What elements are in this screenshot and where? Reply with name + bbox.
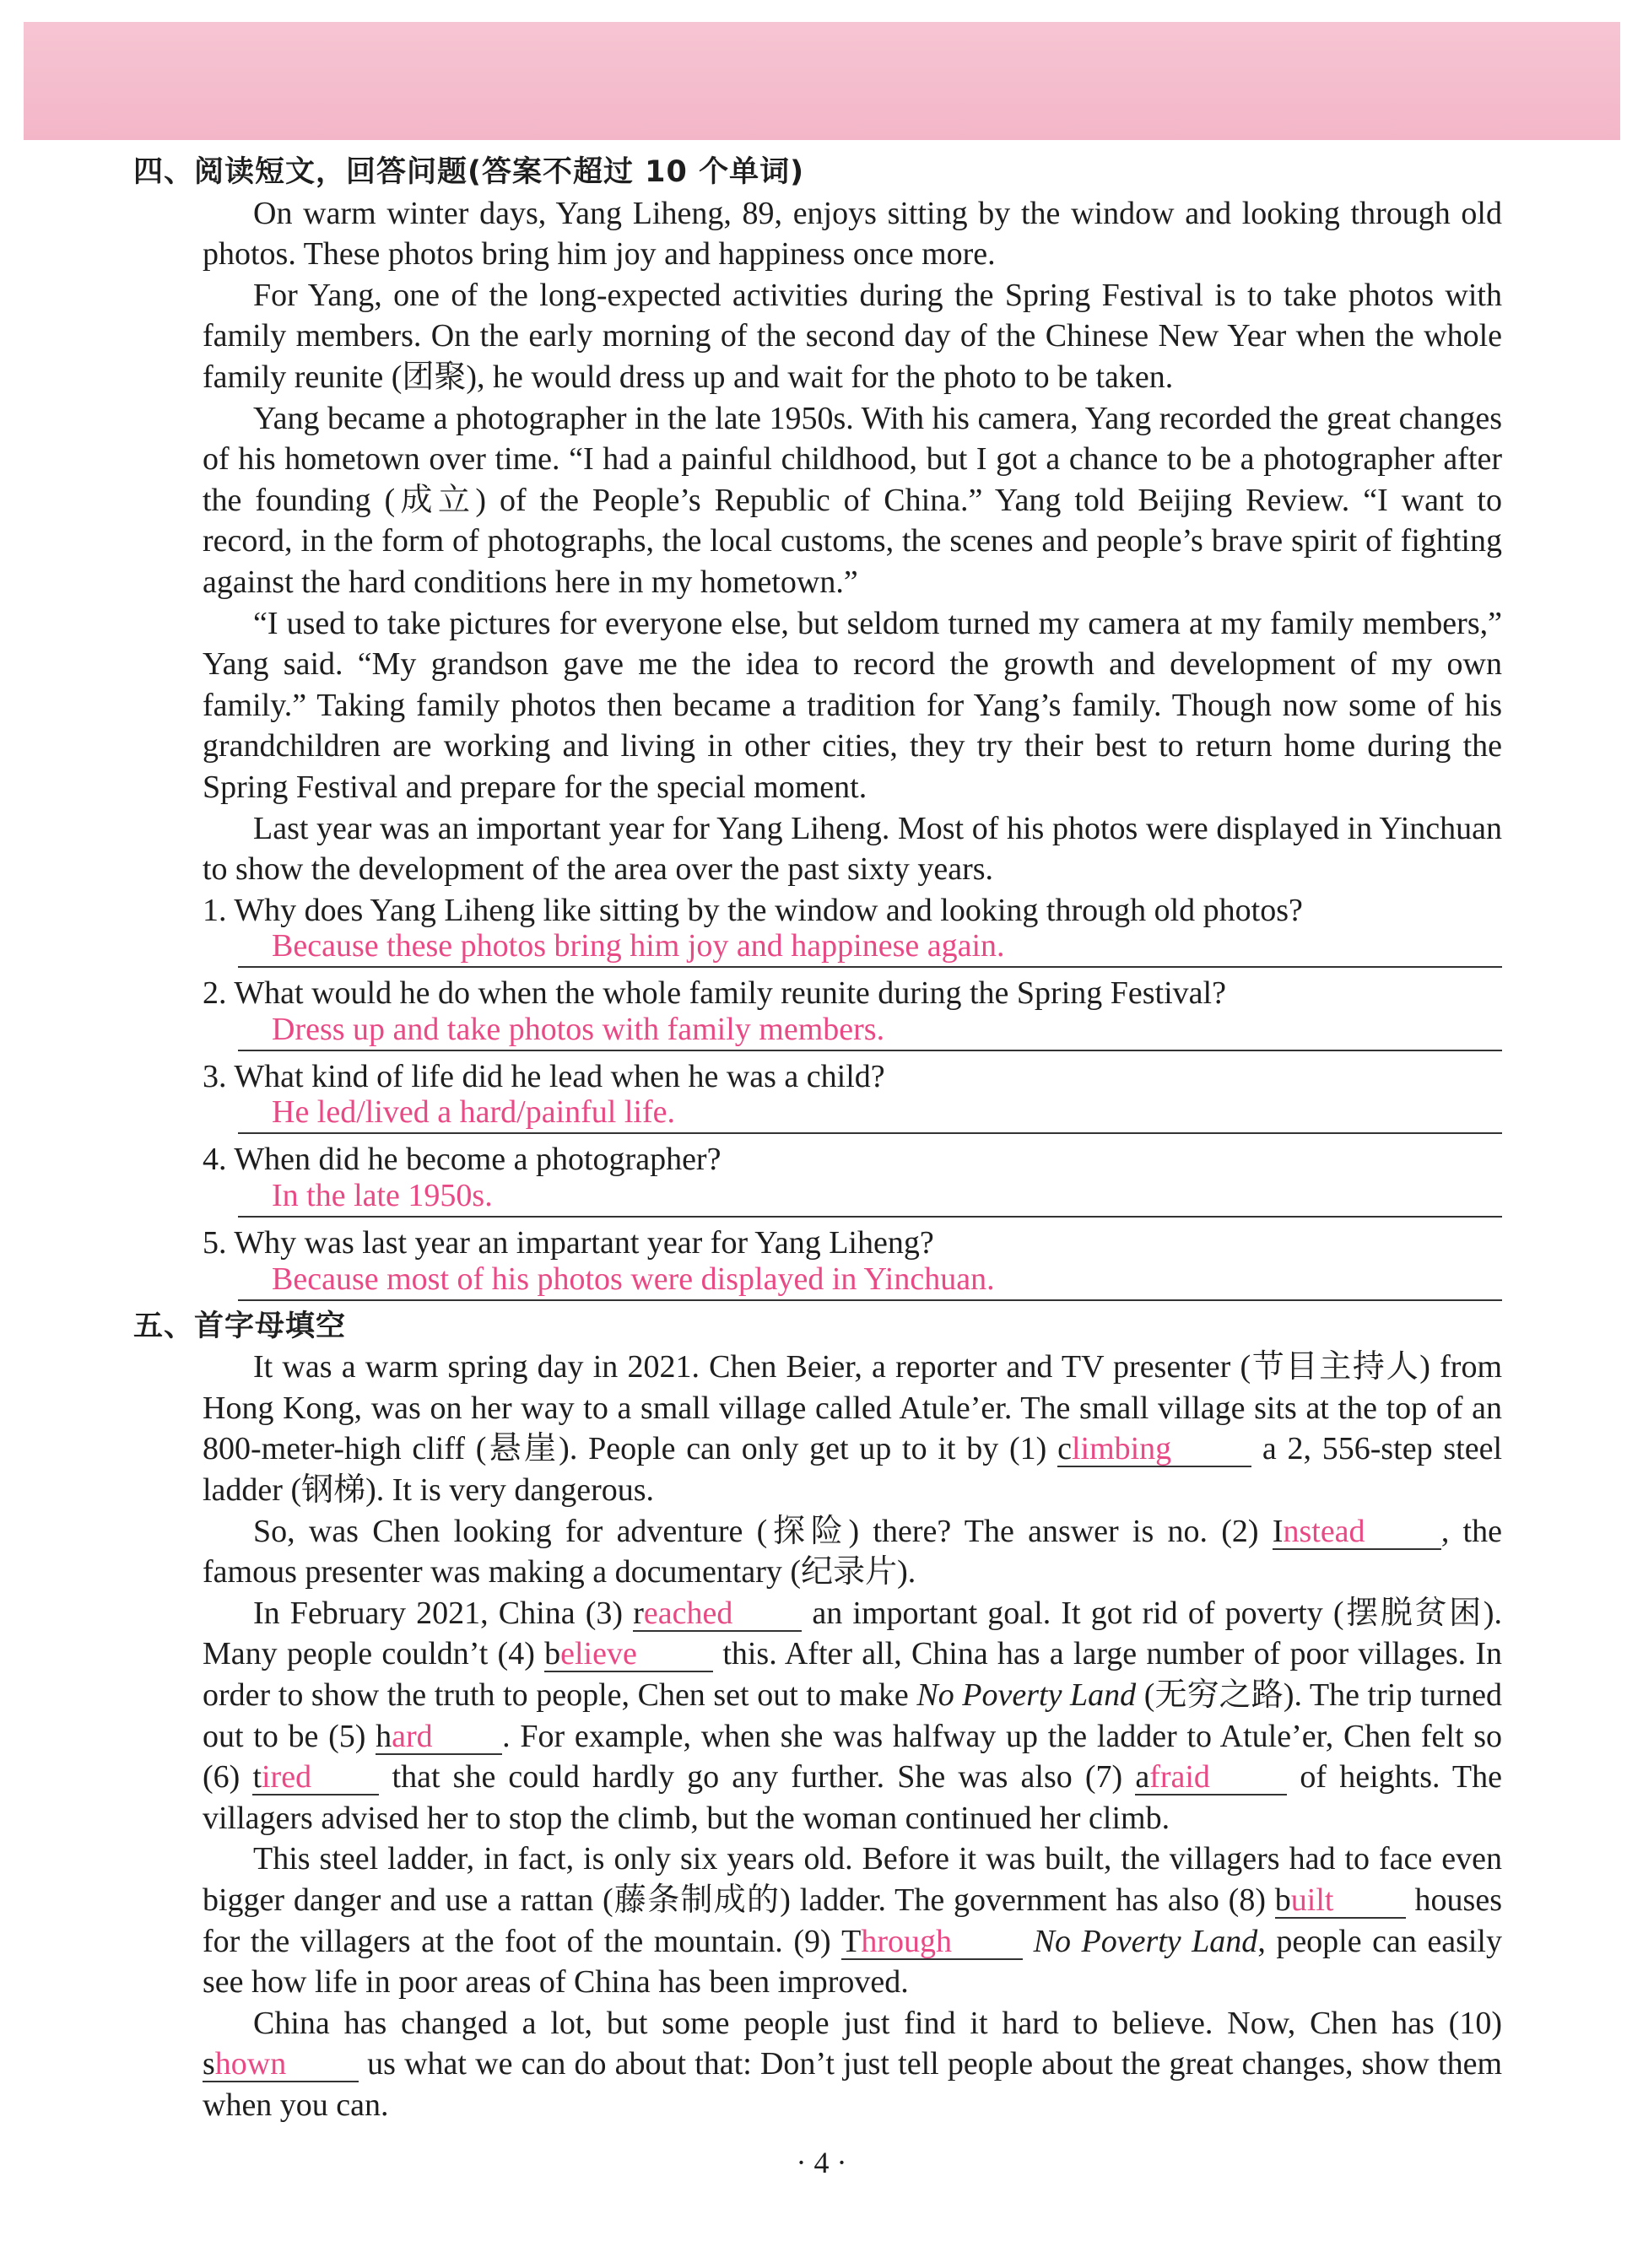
cloze-blank-6[interactable]: tired [252, 1760, 379, 1796]
answer-3: He led/lived a hard/painful life. [272, 1094, 675, 1131]
passage-paragraph-5: Last year was an important year for Yang Liheng. Most of his photos were displayed in Yinchuan to show the development of the area over the past sixty years. [203, 810, 1502, 888]
answer-line-2[interactable] [238, 1009, 1502, 1051]
cloze-blank-9[interactable]: Through [841, 1925, 1023, 1960]
section-5-heading: 五、首字母填空 [133, 1309, 347, 1343]
answer-line-3[interactable] [238, 1092, 1502, 1134]
cloze-blank-1[interactable]: climbing [1057, 1432, 1251, 1467]
cloze-blank-10[interactable]: shown [203, 2047, 359, 2082]
passage-paragraph-3: Yang became a photographer in the late 1950s. With his camera, Yang recorded the great changes of his hometown over time. “I had a painful childhood, but I got a chance to be a photographer after the founding (成立) of the People’s Republic of China.” Yang told Beijing Review. “I want to record, in the form of photographs, the local customs, the scenes and people’s brave spirit of fighting against the hard conditions here in my hometown.” [203, 400, 1502, 600]
question-3: 3. What kind of life did he lead when he was a child? [203, 1058, 885, 1094]
title-no-poverty-land-2: No Poverty Land [1033, 1923, 1258, 1959]
answer-1: Because these photos bring him joy and happinese again. [272, 928, 1005, 964]
answer-line-4[interactable] [238, 1175, 1502, 1218]
passage-paragraph-4: “I used to take pictures for everyone else, but seldom turned my camera at my family members,” Yang said. “My grandson gave me the idea to record the growth and development of my own family.” Taking family photos then became a tradition for Yang’s family. Though now some of his grandchildren are working and living in other cities, they try their best to return home during the Spring Festival and prepare for the special moment. [203, 605, 1502, 805]
question-5: 5. Why was last year an impartant year for Yang Liheng? [203, 1225, 934, 1261]
cloze-paragraph-4: This steel ladder, in fact, is only six years old. Before it was built, the villagers had to face even bigger danger and use a rattan (藤条制成的) ladder. The government has also (8) built houses for the villagers at the foot of the mountain. (9) Through No Poverty Land, people can easily see how life in poor areas of China has been improved. [203, 1841, 1502, 2001]
cloze-paragraph-2: So, was Chen looking for adventure (探险) there? The answer is no. (2) Instead , the famous presenter was making a documentary (纪录片). [203, 1513, 1502, 1590]
question-4: 4. When did he become a photographer? [203, 1142, 722, 1178]
answer-line-5[interactable] [238, 1259, 1502, 1301]
question-2: 2. What would he do when the whole family reunite during the Spring Festival? [203, 975, 1226, 1012]
title-no-poverty-land: No Poverty Land [916, 1677, 1137, 1713]
answer-4: In the late 1950s. [272, 1178, 493, 1214]
cloze-blank-3[interactable]: reached [633, 1596, 802, 1632]
worksheet-page [135, 152, 1502, 2126]
page-number: · 4 · [796, 2146, 847, 2179]
section-4-heading: 四、阅读短文，回答问题(答案不超过 10 个单词) [133, 155, 805, 189]
passage-paragraph-1: On warm winter days, Yang Liheng, 89, enjoys sitting by the window and looking through old photos. These photos bring him joy and happiness once more. [203, 195, 1502, 273]
header-band [24, 22, 1620, 140]
cloze-blank-8[interactable]: built [1275, 1883, 1406, 1919]
cloze-paragraph-5: China has changed a lot, but some people just find it hard to believe. Now, Chen has (10) shown us what we can do about that: Don’t just tell people about the great changes, show them when you can. [203, 2005, 1502, 2123]
cloze-blank-2[interactable]: Instead [1273, 1515, 1441, 1550]
cloze-paragraph-1: It was a warm spring day in 2021. Chen Beier, a reporter and TV presenter (节目主持人) from Hong Kong, was on her way to a small village called Atule’er. The small village sits at the top of an 800-meter-high cliff (悬崖). People can only get up to it by (1) climbing a 2, 556-step steel ladder (钢梯). It is very dangerous. [203, 1349, 1502, 1509]
cloze-blank-7[interactable]: afraid [1135, 1760, 1287, 1796]
answer-line-1[interactable] [238, 926, 1502, 968]
answer-2: Dress up and take photos with family members. [272, 1011, 885, 1047]
passage-paragraph-2: For Yang, one of the long-expected activities during the Spring Festival is to take photos with family members. On the early morning of the second day of the Chinese New Year when the whole family reunite (团聚), he would dress up and wait for the photo to be taken. [203, 277, 1502, 395]
question-1: 1. Why does Yang Liheng like sitting by the window and looking through old photos? [203, 892, 1303, 928]
cloze-paragraph-3: In February 2021, China (3) reached an important goal. It got rid of poverty (摆脱贫困). Many people couldn’t (4) believe this. After all, China has a large number of poor villages. In order to show the truth to people, Chen set out to make No Poverty Land (无穷之路). The trip turned out to be (5) hard . For example, when she was halfway up the ladder to Atule’er, Chen felt so (6) tired that she could hardly go any further. She was also (7) afraid of heights. The villagers advised her to stop the climb, but the woman continued her climb. [203, 1595, 1502, 1836]
cloze-blank-4[interactable]: believe [544, 1637, 713, 1672]
cloze-blank-5[interactable]: hard [376, 1720, 502, 1755]
answer-5: Because most of his photos were displayed in Yinchuan. [272, 1261, 995, 1297]
